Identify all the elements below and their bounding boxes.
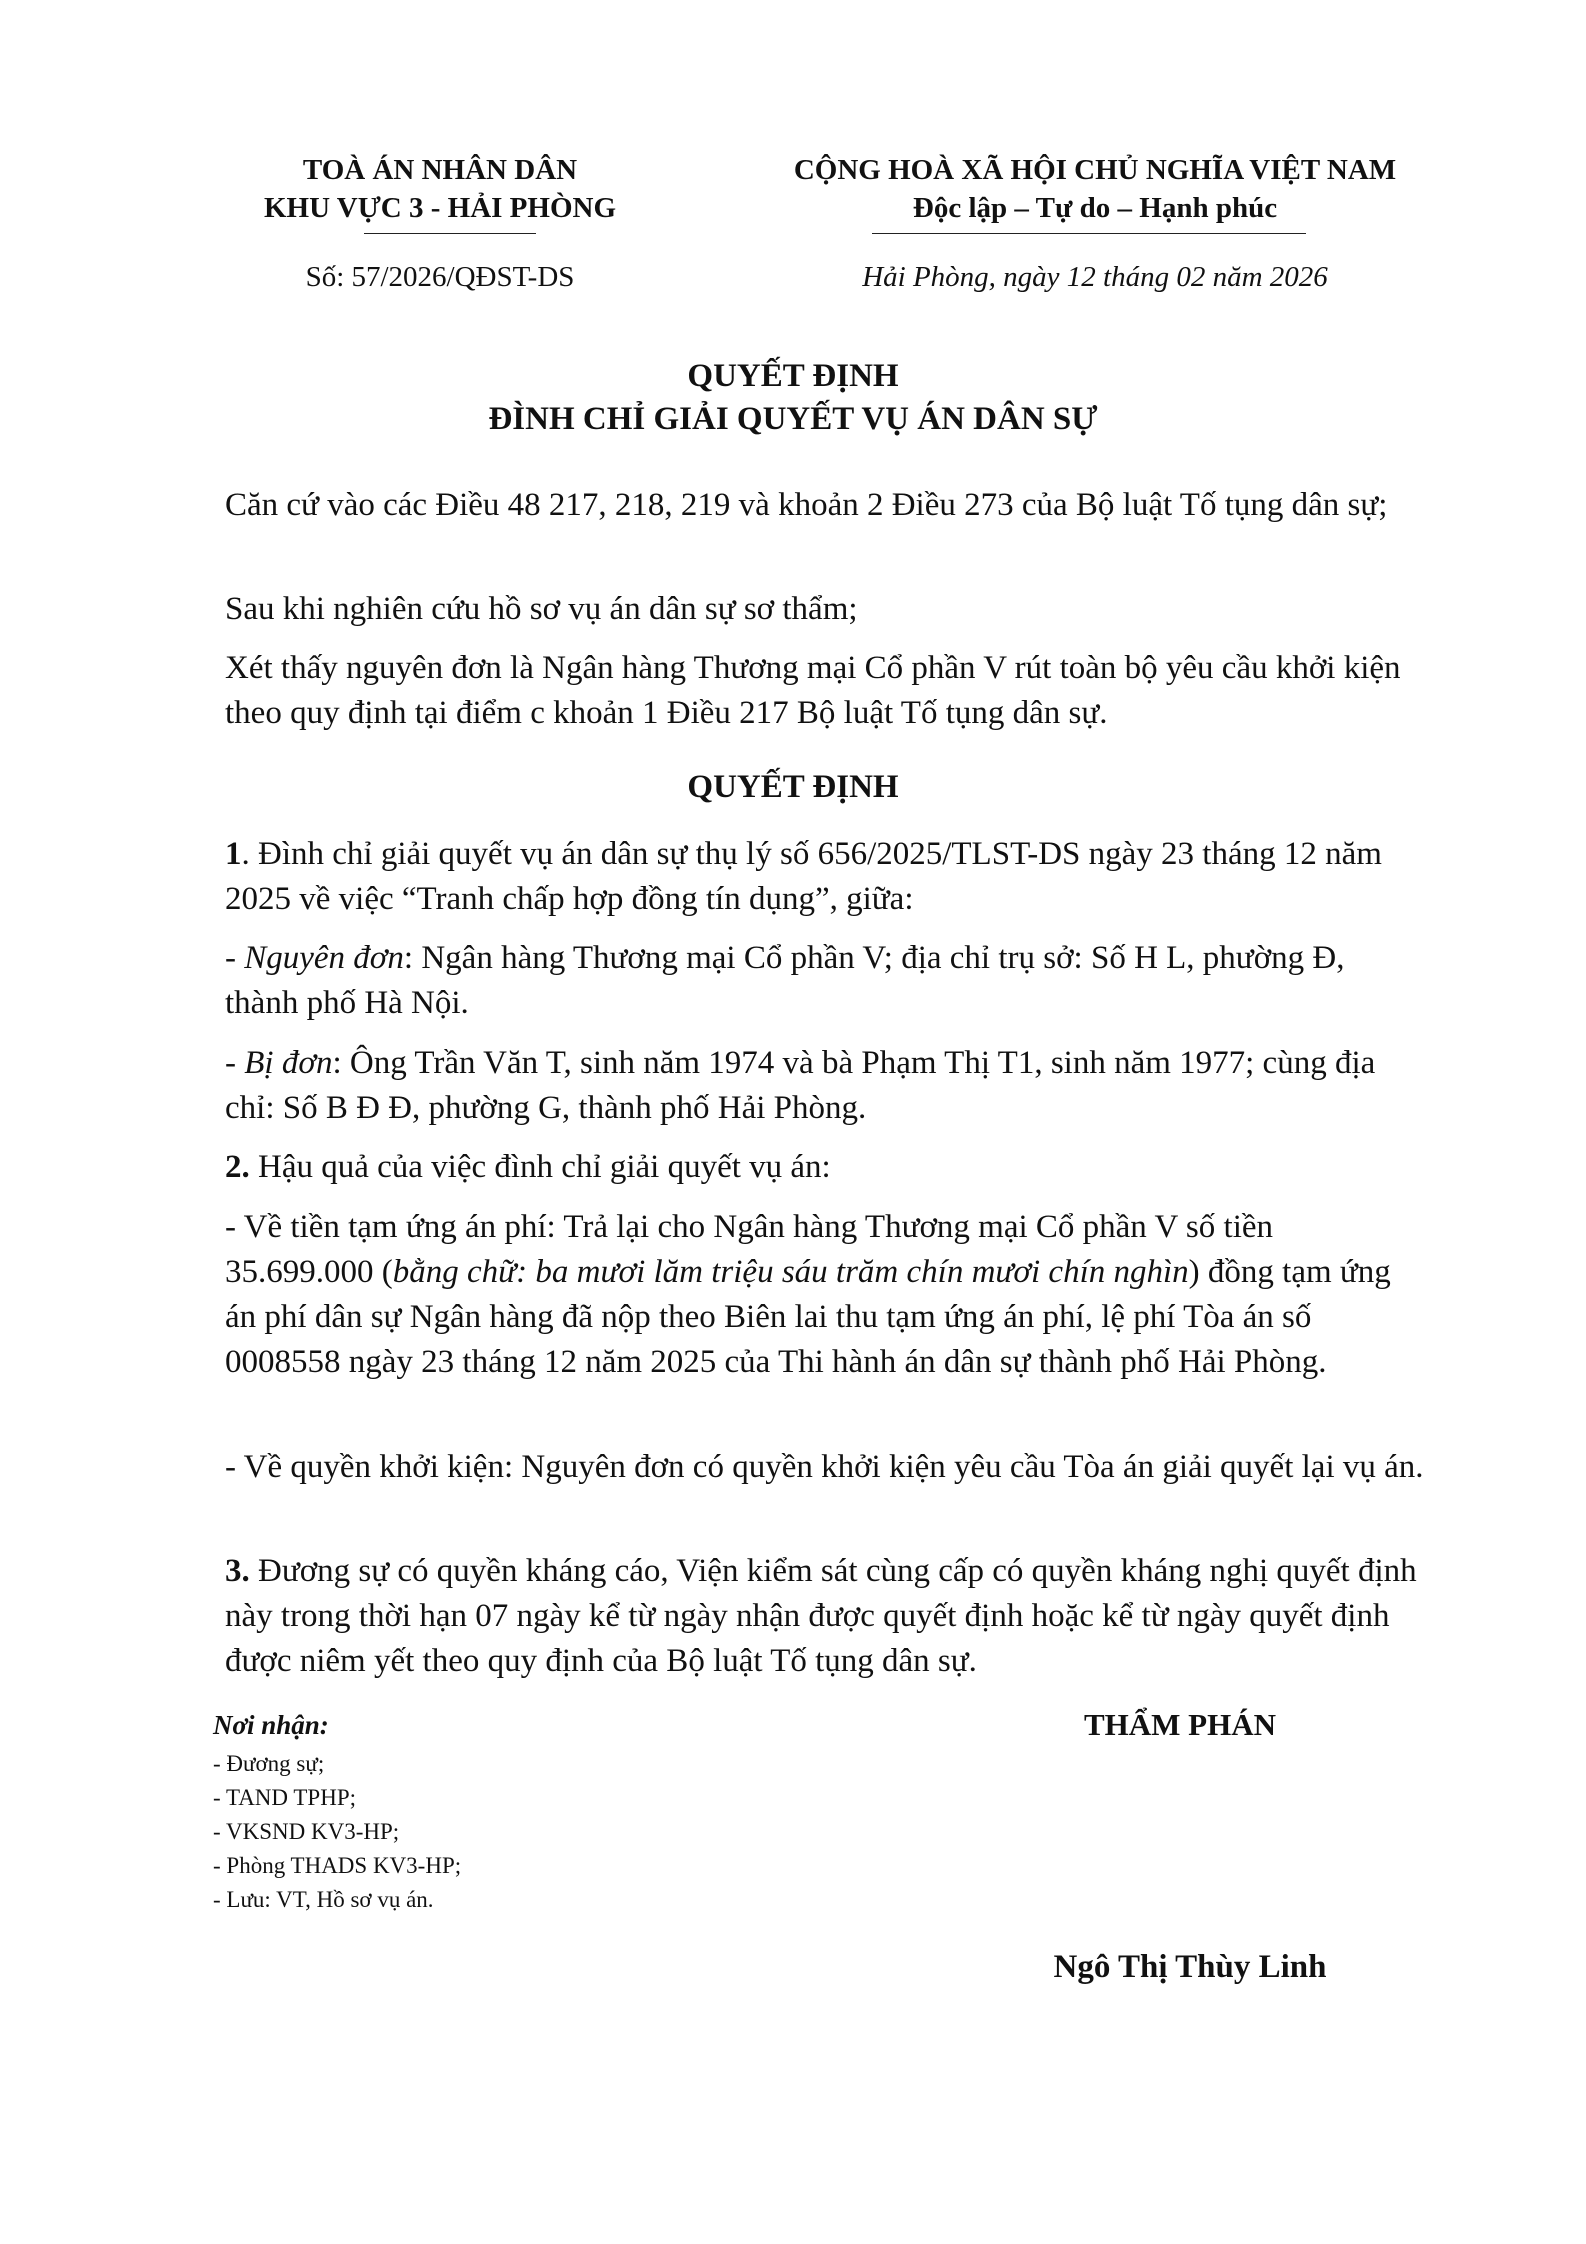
court-underline: [364, 233, 536, 234]
recipient-item: - TAND TPHP;: [213, 1785, 356, 1810]
place-date: Hải Phòng, ngày 12 tháng 02 năm 2026: [862, 261, 1328, 293]
fee-text-b: ) đồng tạm ứng án phí dân sự Ngân hàng đã nộp theo Biên lai thu tạm ứng án phí, lệ phí Tòa án số 0008558 ngày 23 tháng 12 năm 2025 của Thi hành án dân sự thành phố Hải Phòng.: [225, 1254, 1391, 1380]
legal-basis: Căn cứ vào các Điều 48 217, 218, 219 và khoản 2 Điều 273 của Bộ luật Tố tụng dân sự;: [225, 487, 1388, 523]
document-number: Số: 57/2026/QĐST-DS: [305, 261, 575, 293]
fee-text-a: - Về tiền tạm ứng án phí: Trả lại cho Ngân hàng Thương mại Cổ phần V số tiền 35.699.000 (: [225, 1209, 1274, 1290]
recipient-item: - Lưu: VT, Hồ sơ vụ án.: [213, 1887, 434, 1912]
plaintiff-text: : Ngân hàng Thương mại Cổ phần V; địa chỉ trụ sở: Số H L, phường Đ, thành phố Hà Nội.: [225, 940, 1345, 1021]
plaintiff-prefix: -: [225, 940, 245, 976]
court-name: [220, 151, 660, 227]
plaintiff-info: [225, 936, 1425, 1026]
defendant-label: Bị đơn: [244, 1045, 333, 1081]
doc-title-line-2: ĐÌNH CHỈ GIẢI QUYẾT VỤ ÁN DÂN SỰ: [488, 401, 1098, 437]
fee-amount-words: bằng chữ: ba mươi lăm triệu sáu trăm chín mươi chín nghìn: [392, 1254, 1189, 1290]
recipient-item: - Phòng THADS KV3-HP;: [213, 1853, 462, 1878]
recipients-label: Nơi nhận:: [213, 1710, 329, 1740]
signer-title: THẨM PHÁN: [1083, 1707, 1276, 1742]
recipient-item: - VKSND KV3-HP;: [213, 1819, 400, 1844]
plaintiff-label: Nguyên đơn: [244, 940, 404, 976]
defendant-prefix: -: [225, 1045, 245, 1081]
defendant-info: [225, 1041, 1425, 1131]
item-3: [225, 1549, 1425, 1684]
item-2-text: Hậu quả của việc đình chỉ giải quyết vụ án:: [249, 1149, 831, 1185]
recipient-item: - Đương sự;: [213, 1751, 325, 1776]
motto-underline: [872, 233, 1306, 234]
item-3-text: Đương sự có quyền kháng cáo, Viện kiểm sát cùng cấp có quyền kháng nghị quyết định này trong thời hạn 07 ngày kể từ ngày nhận được quyết định hoặc kể từ ngày quyết định được niêm yết theo quy định của Bộ luật Tố tụng dân sự.: [225, 1553, 1417, 1679]
item-2: [225, 1145, 1425, 1190]
item-1: [225, 832, 1425, 922]
nation-line-1: CỘNG HOÀ XÃ HỘI CHỦ NGHĨA VIỆT NAM: [793, 154, 1397, 186]
item-1-number: 1: [225, 836, 242, 872]
review-statement: Sau khi nghiên cứu hồ sơ vụ án dân sự sơ thẩm;: [225, 591, 858, 627]
finding-statement: Xét thấy nguyên đơn là Ngân hàng Thương mại Cổ phần V rút toàn bộ yêu cầu khởi kiện theo quy định tại điểm c khoản 1 Điều 217 Bộ luật Tố tụng dân sự.: [225, 650, 1401, 731]
fee-refund: [225, 1205, 1425, 1385]
decision-heading: QUYẾT ĐỊNH: [687, 769, 899, 805]
court-line-2: KHU VỰC 3 - HẢI PHÒNG: [263, 192, 617, 224]
defendant-text: : Ông Trần Văn T, sinh năm 1974 và bà Phạm Thị T1, sinh năm 1977; cùng địa chỉ: Số B Đ Đ, phường G, thành phố Hải Phòng.: [225, 1045, 1376, 1126]
signer-name: Ngô Thị Thùy Linh: [1053, 1949, 1327, 1985]
item-3-number: 3.: [225, 1553, 250, 1589]
national-motto: [735, 151, 1455, 227]
nation-line-2: Độc lập – Tự do – Hạnh phúc: [912, 192, 1278, 224]
doc-title-line-1: QUYẾT ĐỊNH: [687, 358, 899, 394]
court-line-1: TOÀ ÁN NHÂN DÂN: [302, 154, 578, 186]
item-1-text: . Đình chỉ giải quyết vụ án dân sự thụ lý số 656/2025/TLST-DS ngày 23 tháng 12 năm 2025 về việc “Tranh chấp hợp đồng tín dụng”, giữa:: [225, 836, 1382, 917]
item-2-number: 2.: [225, 1149, 250, 1185]
right-to-sue: - Về quyền khởi kiện: Nguyên đơn có quyền khởi kiện yêu cầu Tòa án giải quyết lại vụ án.: [225, 1449, 1424, 1485]
